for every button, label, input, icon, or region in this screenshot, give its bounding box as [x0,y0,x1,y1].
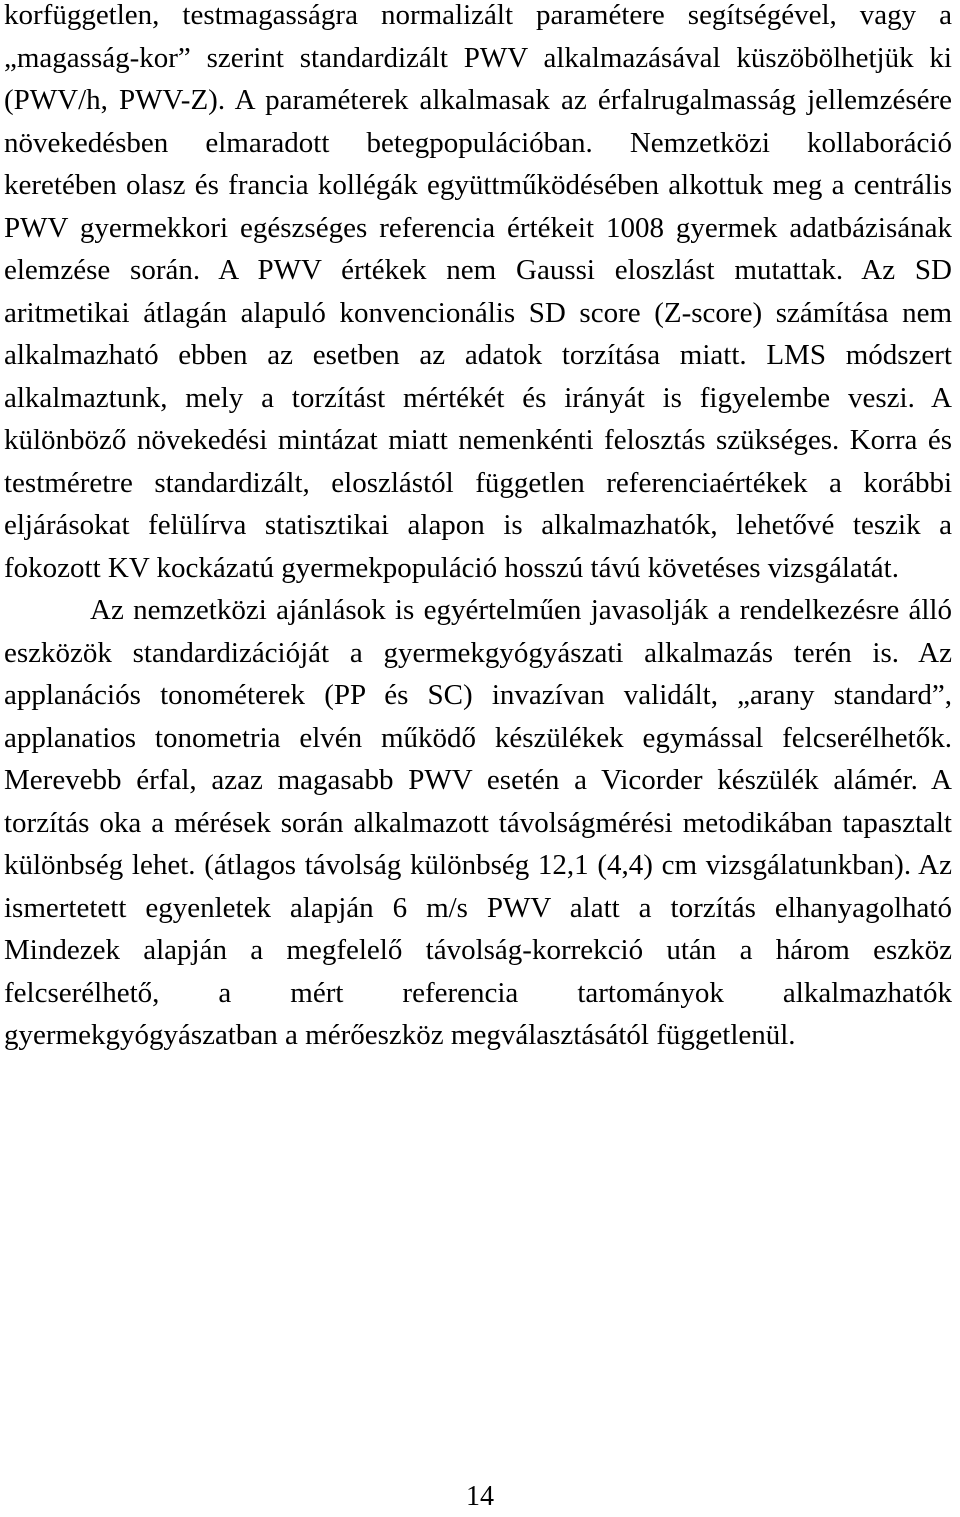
page-number: 14 [466,1481,494,1512]
body-paragraph-1 [4,0,952,589]
document-page [4,0,952,1057]
paragraph-1-text: korfüggetlen, testmagasságra normalizált paramétere segítségével, vagy a „magasság-kor” szerint standardizált PWV alkalmazásával küszöbölhetjük ki (PWV/h, PWV-Z). A paraméterek alkalmasak az érfalrugalmasság jellemzésére növekedésben elmaradott betegpopulációban. Nemzetközi kollaboráció keretében olasz és francia kollégák együttműködésében alkottuk meg a centrális PWV gyermekkori egészséges referencia értékeit 1008 gyermek adatbázisának elemzése során. A PWV értékek nem Gaussi eloszlást mutattak. Az SD aritmetikai átlagán alapuló konvencionális SD score (Z-score) számítása nem alkalmazható ebben az esetben az adatok torzítása miatt. LMS módszert alkalmaztunk, mely a torzítást mértékét és irányát is figyelembe veszi. A különböző növekedési mintázat miatt nemenkénti felosztás szükséges. Korra és testméretre standardizált, eloszlástól független referenciaértékek a korábbi eljárásokat felülírva statisztikai alapon is alkalmazhatók, lehetővé teszik a fokozott KV kockázatú gyermekpopuláció hosszú távú követéses vizsgálatát. [4,0,952,584]
paragraph-2-text: Az nemzetközi ajánlások is egyértelműen javasolják a rendelkezésre álló eszközök standardizációját a gyermekgyógyászati alkalmazás terén is. Az applanációs tonométerek (PP és SC) invazívan validált, „arany standard”, applanatios tonometria elvén működő készülékek egymással felcserélhetők. Merevebb érfal, azaz magasabb PWV esetén a Vicorder készülék alámér. A torzítás oka a mérések során alkalmazott távolságmérési metodikában tapasztalt különbség lehet. (átlagos távolság különbség 12,1 (4,4) cm vizsgálatunkban). Az ismertetett egyenletek alapján 6 m/s PWV alatt a torzítás elhanyagolható Mindezek alapján a megfelelő távolság-korrekció után a három eszköz felcserélhető, a mért referencia tartományok alkalmazhatók gyermekgyógyászatban a mérőeszköz megválasztásától függetlenül. [4,594,952,1051]
body-paragraph-2 [4,589,952,1057]
